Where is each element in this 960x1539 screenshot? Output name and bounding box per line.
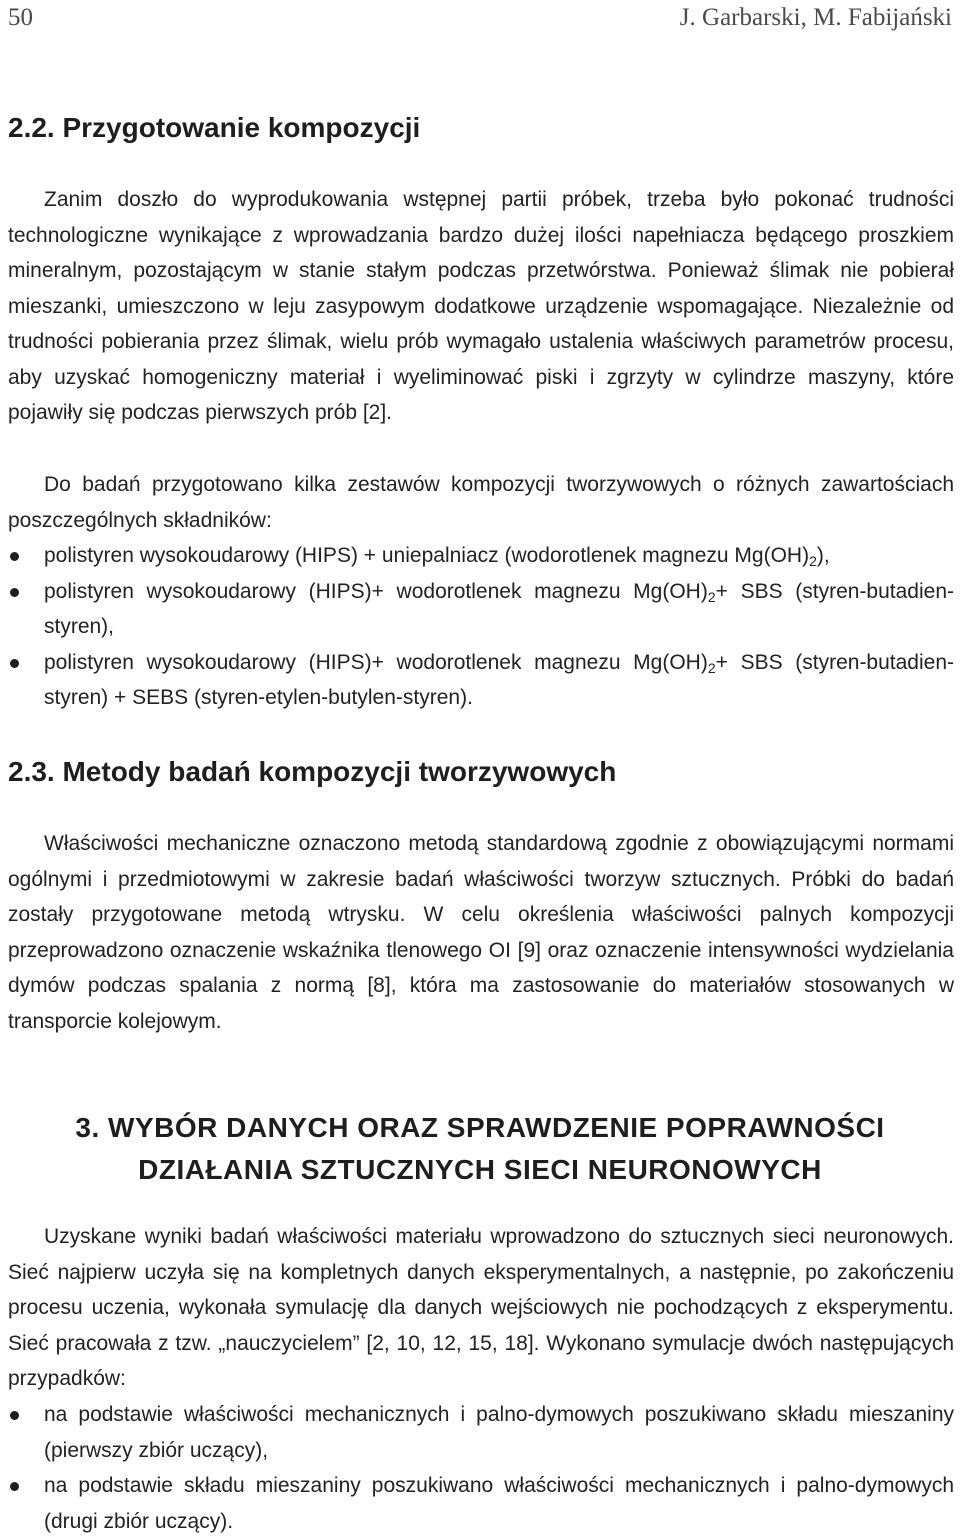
list-item: polistyren wysokoudarowy (HIPS) + uniepalniacz (wodorotlenek magnezu $Mg(OH)_2$), <box>8 538 954 574</box>
paragraph-3-intro <box>8 1219 954 1397</box>
bullet-icon <box>10 659 19 668</box>
running-header <box>8 4 952 38</box>
bullet-icon <box>10 552 19 561</box>
bullet-icon <box>10 1482 19 1491</box>
chapter-heading-3-line-1: 3. WYBÓR DANYCH ORAZ SPRAWDZENIE POPRAWNOŚCI <box>75 1112 885 1143</box>
paragraph-2-2-compositions <box>8 467 954 538</box>
bullet-icon <box>10 588 19 597</box>
paragraph-text: Zanim doszło do wyprodukowania wstępnej partii próbek, trzeba było pokonać trudności technologiczne wynikające z wprowadzania bardzo dużej ilości napełniacza będącego proszkiem mineralnym, pozostającym w stanie stałym podczas przetwórstwa. Ponieważ ślimak nie pobierał mieszanki, umieszczono w leju zasypowym dodatkowe urządzenie wspomagające. Niezależnie od trudności pobierania przez ślimak, wielu prób wymagało ustalenia właściwych parametrów procesu, aby uzyskać homogeniczny materiał i wyeliminować piski i zgrzyty w cylindrze maszyny, które pojawiły się podczas pierwszych prób [2]. <box>8 188 954 424</box>
section-heading-2-2: 2.2. Przygotowanie kompozycji <box>8 112 421 143</box>
bullet-icon <box>10 1411 19 1420</box>
running-header-authors: J. Garbarski, M. Fabijański <box>679 4 952 31</box>
paragraph-text: Uzyskane wyniki badań właściwości materiału wprowadzono do sztucznych sieci neuronowych. Sieć najpierw uczyła się na kompletnych danych eksperymentalnych, a następnie, po zakończeniu procesu uczenia, wykonała symulację dla danych wejściowych nie pochodzących z eksperymentu. Sieć pracowała z tzw. „nauczycielem” [2, 10, 12, 15, 18]. Wykonano symulacje dwóch następujących przypadków: <box>8 1225 954 1390</box>
paragraph-2-3-methods <box>8 826 954 1039</box>
list-item: na podstawie składu mieszaniny poszukiwano właściwości mechanicznych i palno-dymowych (drugi zbiór uczący). <box>8 1468 954 1539</box>
section-heading-2-3: 2.3. Metody badań kompozycji tworzywowych <box>8 756 617 787</box>
page-number: 50 <box>8 4 33 31</box>
list-item: polistyren wysokoudarowy (HIPS)+ wodorotlenek magnezu $Mg(OH)_2+$ SBS (styren-butadien-styren) + SEBS (styren-etylen-butylen-styren). <box>8 645 954 716</box>
list-item: polistyren wysokoudarowy (HIPS)+ wodorotlenek magnezu $Mg(OH)_2+$ SBS (styren-butadien-styren), <box>8 574 954 645</box>
paragraph-text: Właściwości mechaniczne oznaczono metodą standardową zgodnie z obowiązującymi normami ogólnymi i przedmiotowymi w zakresie badań właściwości tworzyw sztucznych. Próbki do badań zostały przygotowane metodą wtrysku. W celu określenia właściwości palnych kompozycji przeprowadzono oznaczenie wskaźnika tlenowego OI [9] oraz oznaczenie intensywności wydzielania dymów podczas spalania z normą [8], która ma zastosowanie do materiałów stosowanych w transporcie kolejowym. <box>8 832 954 1033</box>
chapter-heading-3-line-2: DZIAŁANIA SZTUCZNYCH SIECI NEURONOWYCH <box>138 1154 822 1185</box>
simulation-cases-list <box>8 1397 954 1539</box>
list-item: na podstawie właściwości mechanicznych i palno-dymowych poszukiwano składu mieszaniny (pierwszy zbiór uczący), <box>8 1397 954 1468</box>
paragraph-2-2-intro <box>8 182 954 431</box>
paragraph-text: Do badań przygotowano kilka zestawów kompozycji tworzywowych o różnych zawartościach poszczególnych składników: <box>8 473 954 532</box>
composition-list <box>8 538 954 716</box>
